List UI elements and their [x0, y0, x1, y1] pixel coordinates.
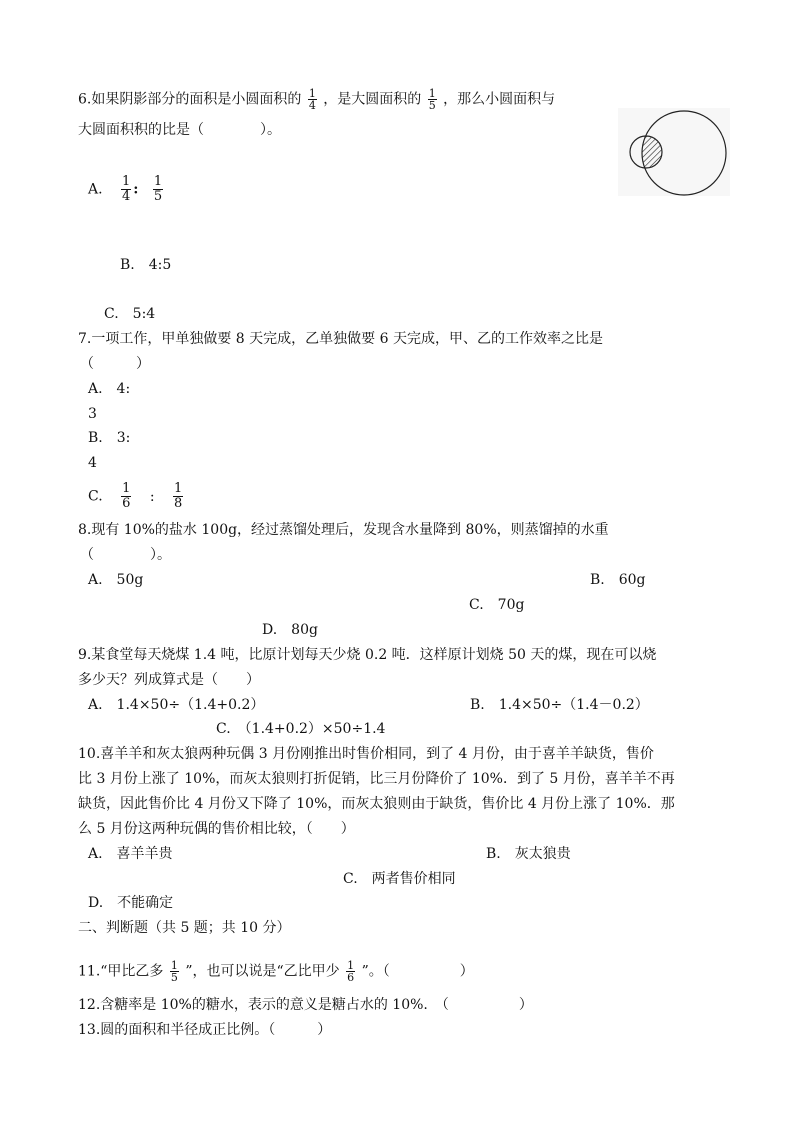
q10-line3: 缺货，因此售价比 4 月份又下降了 10%，而灰太狼则由于缺货，售价比 4 月份上涨了 10%．那: [78, 796, 675, 812]
q6-option-c[interactable]: C. 5:4: [104, 306, 156, 322]
q9-option-c[interactable]: C. （1.4+0.2）×50÷1.4: [216, 721, 386, 737]
q10-option-b[interactable]: B. 灰太狼贵: [486, 846, 571, 862]
fraction: $\frac{1}{5}$: [153, 174, 163, 204]
q8-option-b[interactable]: B. 60g: [590, 572, 646, 588]
q10-line2: 比 3 月份上涨了 10%，而灰太狼则打折促销，比三月份降价了 10%．到了 5 月份，喜羊羊不再: [78, 771, 675, 787]
fraction: $\frac{1}{8}$: [174, 481, 183, 511]
fraction: $\frac{1}{4}$: [122, 174, 131, 204]
ratio-colon: :: [133, 181, 139, 198]
q8-option-d[interactable]: D. 80g: [262, 622, 318, 638]
q6-option-a[interactable]: [88, 175, 165, 204]
q11-line: [78, 960, 474, 983]
fraction: $\frac{1}{5}$: [428, 87, 436, 112]
q10-line4: 么 5 月份这两种玩偶的售价相比较，（ ）: [78, 821, 355, 837]
q11-text-c: ”。（ ）: [361, 963, 474, 980]
q6-line2: 大圆面积积的比是（ ）。: [78, 122, 281, 138]
q7-option-b[interactable]: B. 3:: [88, 430, 131, 446]
q7-option-b-cont: 4: [88, 455, 97, 471]
q10-line1: 10.喜羊羊和灰太狼两种玩偶 3 月份刚推出时售价相同，到了 4 月份，由于喜羊羊缺货，售价: [78, 746, 654, 762]
circles-figure: [618, 108, 730, 196]
q9-option-b[interactable]: B. 1.4×50÷（1.4－0.2）: [470, 697, 649, 713]
q6-text-c: ，那么小圆面积与: [443, 91, 556, 108]
option-label: A.: [88, 181, 103, 198]
section-heading: 二、判断题（共 5 题；共 10 分）: [78, 920, 291, 936]
fraction: $\frac{1}{5}$: [170, 959, 178, 984]
q7-option-c[interactable]: [88, 482, 185, 511]
fraction: $\frac{1}{4}$: [308, 87, 316, 112]
q6-text-a: 6.如果阴影部分的面积是小圆面积的: [78, 91, 302, 108]
q7-paren: （ ）: [80, 356, 150, 372]
q9-option-a[interactable]: A. 1.4×50÷（1.4+0.2）: [88, 697, 265, 713]
q8-option-c[interactable]: C. 70g: [469, 597, 525, 613]
q13-text: 13.圆的面积和半径成正比例。（ ）: [78, 1022, 332, 1038]
fraction: $\frac{1}{6}$: [122, 481, 131, 511]
q9-line2: 多少天？列成算式是（ ）: [78, 672, 260, 688]
q10-option-c[interactable]: C. 两者售价相同: [343, 871, 456, 887]
q8-text: 8.现有 10%的盐水 100g，经过蒸馏处理后，发现含水量降到 80%，则蒸馏掉的水重: [78, 522, 609, 538]
q12-text: 12.含糖率是 10%的糖水，表示的意义是糖占水的 10%. （ ）: [78, 997, 533, 1013]
q9-line1: 9.某食堂每天烧煤 1.4 吨，比原计划每天少烧 0.2 吨．这样原计划烧 50 天的煤，现在可以烧: [78, 647, 657, 663]
q6-line1: [78, 88, 555, 111]
fraction: $\frac{1}{6}$: [347, 959, 355, 984]
q7-option-a[interactable]: A. 4:: [88, 381, 131, 397]
q10-option-a[interactable]: A. 喜羊羊贵: [88, 846, 173, 862]
q6-text-b: ，是大圆面积的: [323, 91, 422, 108]
q8-option-a[interactable]: A. 50g: [88, 572, 144, 588]
q7-text: 7.一项工作，甲单独做要 8 天完成，乙单独做要 6 天完成，甲、乙的工作效率之比是: [78, 331, 603, 347]
q11-text-a: 11.“甲比乙多: [78, 963, 164, 980]
q8-paren: （ ）。: [80, 547, 171, 563]
ratio-colon: :: [149, 488, 155, 505]
q11-text-b: ”，也可以说是“乙比甲少: [185, 963, 340, 980]
q10-option-d[interactable]: D. 不能确定: [88, 895, 174, 911]
option-label: C.: [88, 488, 103, 505]
q6-option-b[interactable]: B. 4:5: [120, 257, 172, 273]
q7-option-a-cont: 3: [88, 406, 97, 422]
